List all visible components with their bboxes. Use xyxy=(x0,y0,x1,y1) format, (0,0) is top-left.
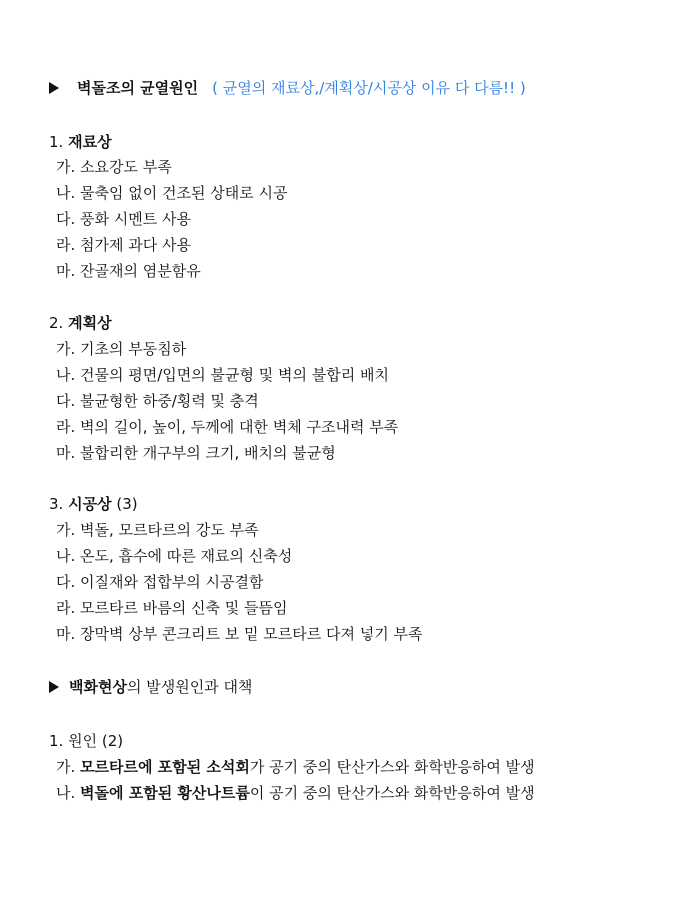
list-item: 라. 첨가제 과다 사용 xyxy=(56,236,191,254)
list-item: 마. 장막벽 상부 콘크리트 보 밑 모르타르 다져 넣기 부족 xyxy=(56,625,423,643)
section-number: 1. xyxy=(49,732,64,750)
list-item: 나. 건물의 평면/입면의 불균형 및 벽의 불합리 배치 xyxy=(56,366,390,384)
section-planning xyxy=(49,313,112,333)
item-emphasis: 벽돌에 포함된 황산나트륨 xyxy=(80,784,250,802)
list-item xyxy=(56,757,535,777)
section-count: (3) xyxy=(116,495,138,513)
heading-title: 백화현상 xyxy=(69,678,127,696)
section-count: (2) xyxy=(101,732,124,750)
list-item: 다. 풍화 시멘트 사용 xyxy=(56,210,191,228)
list-item xyxy=(56,783,535,803)
section-material xyxy=(49,132,112,152)
item-text: 가 공기 중의 탄산가스와 화학반응하여 발생 xyxy=(249,758,535,776)
section-number: 1. xyxy=(49,133,64,151)
bullet-triangle-icon xyxy=(49,681,59,693)
section-title: 계획상 xyxy=(68,314,112,332)
list-item: 가. 기초의 부동침하 xyxy=(56,340,187,358)
list-item: 가. 벽돌, 모르타르의 강도 부족 xyxy=(56,521,259,539)
heading-efflorescence xyxy=(49,677,252,697)
item-emphasis: 모르타르에 포함된 소석회 xyxy=(80,758,250,776)
item-text: 이 공기 중의 탄산가스와 화학반응하여 발생 xyxy=(249,784,535,802)
list-item: 다. 이질재와 접합부의 시공결함 xyxy=(56,573,264,591)
list-item: 라. 벽의 길이, 높이, 두께에 대한 벽체 구조내력 부족 xyxy=(56,418,399,436)
list-item: 나. 온도, 흡수에 따른 재료의 신축성 xyxy=(56,547,293,565)
item-prefix: 가. xyxy=(56,758,76,776)
section-construction xyxy=(49,494,138,514)
list-item: 가. 소요강도 부족 xyxy=(56,158,172,176)
heading-crack-causes xyxy=(49,78,526,98)
list-item: 다. 불균형한 하중/횡력 및 충격 xyxy=(56,392,259,410)
section-title: 재료상 xyxy=(68,133,112,151)
list-item: 나. 물축임 없이 건조된 상태로 시공 xyxy=(56,184,288,202)
heading-rest: 의 발생원인과 대책 xyxy=(126,678,253,696)
section-causes xyxy=(49,731,123,751)
item-prefix: 나. xyxy=(56,784,76,802)
list-item: 라. 모르타르 바름의 신축 및 들뜸임 xyxy=(56,599,288,617)
bullet-triangle-icon xyxy=(49,82,59,94)
heading-title: 벽돌조의 균열원인 xyxy=(77,79,199,97)
section-number: 3. xyxy=(49,495,64,513)
heading-note: ( 균열의 재료상,/계획상/시공상 이유 다 다름!! ) xyxy=(212,79,526,97)
list-item: 마. 불합리한 개구부의 크기, 배치의 불균형 xyxy=(56,444,336,462)
section-number: 2. xyxy=(49,314,64,332)
section-title: 시공상 xyxy=(68,495,112,513)
list-item: 마. 잔골재의 염분함유 xyxy=(56,262,201,280)
section-title: 원인 xyxy=(68,732,98,750)
